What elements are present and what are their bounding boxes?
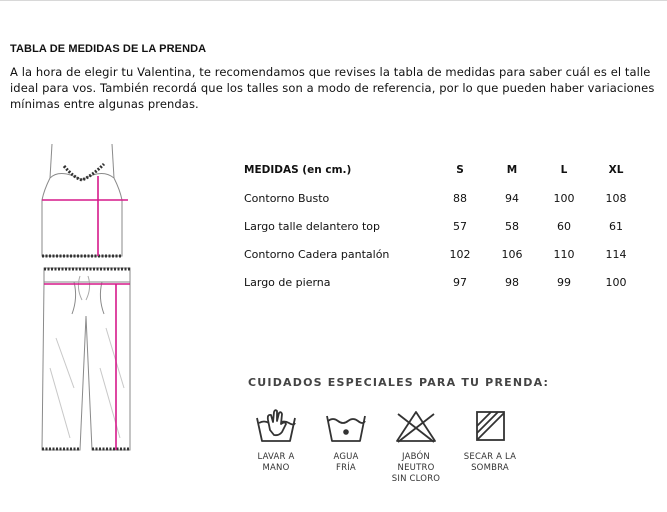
cell-value: 99	[557, 275, 571, 289]
size-header-s: S	[456, 164, 464, 176]
care-item-hand-wash	[244, 408, 308, 474]
lace-trim	[42, 164, 122, 256]
garment-illustration	[30, 138, 160, 478]
pants	[42, 268, 130, 450]
cell-value: 57	[453, 219, 467, 233]
drawstring	[78, 276, 89, 300]
intro-paragraph: A la hora de elegir tu Valentina, te recomendamos que revises la tabla de medidas para saber cuál es el talle ideal para vos. También recordá que los talles son a modo de referencia, por lo que pueden haber variaciones mínimas entre algunas prendas.	[10, 65, 655, 111]
cell-value: 100	[605, 275, 627, 289]
cell-value: 97	[453, 275, 467, 289]
waist-lace	[42, 269, 130, 449]
shade-dry-icon	[468, 408, 512, 444]
cell-value: 88	[453, 191, 467, 205]
cell-value: 100	[553, 191, 575, 205]
table-row	[240, 268, 642, 296]
cold-water-icon	[324, 408, 368, 444]
cell-value: 106	[501, 247, 523, 261]
cell-value: 98	[505, 275, 519, 289]
top-measure-lines	[42, 176, 128, 256]
row-label: Largo de pierna	[244, 275, 331, 289]
cell-value: 114	[605, 247, 627, 261]
cell-value: 58	[505, 219, 519, 233]
cell-value: 94	[505, 191, 519, 205]
table-row	[240, 212, 642, 240]
top-border	[0, 0, 667, 1]
cell-value: 102	[449, 247, 471, 261]
care-label: SECAR A LA SOMBRA	[463, 452, 517, 473]
care-item-shade-dry	[458, 408, 522, 474]
pants-measure-lines	[44, 284, 130, 450]
size-header-l: L	[560, 164, 568, 176]
size-header-xl: XL	[608, 164, 624, 176]
care-label: AGUA FRÍA	[333, 452, 359, 473]
table-header-row	[240, 156, 642, 184]
care-item-cold-water	[314, 408, 378, 474]
size-table	[240, 156, 642, 296]
hand-wash-icon	[254, 408, 298, 444]
row-label: Contorno Busto	[244, 191, 330, 205]
no-bleach-icon	[394, 408, 438, 444]
table-row	[240, 184, 642, 212]
cell-value: 110	[553, 247, 575, 261]
care-item-no-bleach	[384, 408, 448, 485]
care-label: LAVAR A MANO	[257, 452, 295, 473]
page-title: TABLA DE MEDIDAS DE LA PRENDA	[10, 43, 207, 55]
row-label: Largo talle delantero top	[244, 219, 380, 233]
table-row	[240, 240, 642, 268]
size-header-m: M	[506, 164, 518, 176]
cell-value: 61	[609, 219, 623, 233]
cell-value: 108	[605, 191, 627, 205]
care-title: CUIDADOS ESPECIALES PARA TU PRENDA:	[248, 376, 550, 389]
care-icons	[248, 408, 528, 488]
cell-value: 60	[557, 219, 571, 233]
row-label: Contorno Cadera pantalón	[244, 247, 390, 261]
care-label: JABÓN NEUTRO SIN CLORO	[391, 452, 441, 484]
table-header-label: MEDIDAS (en cm.)	[244, 164, 352, 176]
